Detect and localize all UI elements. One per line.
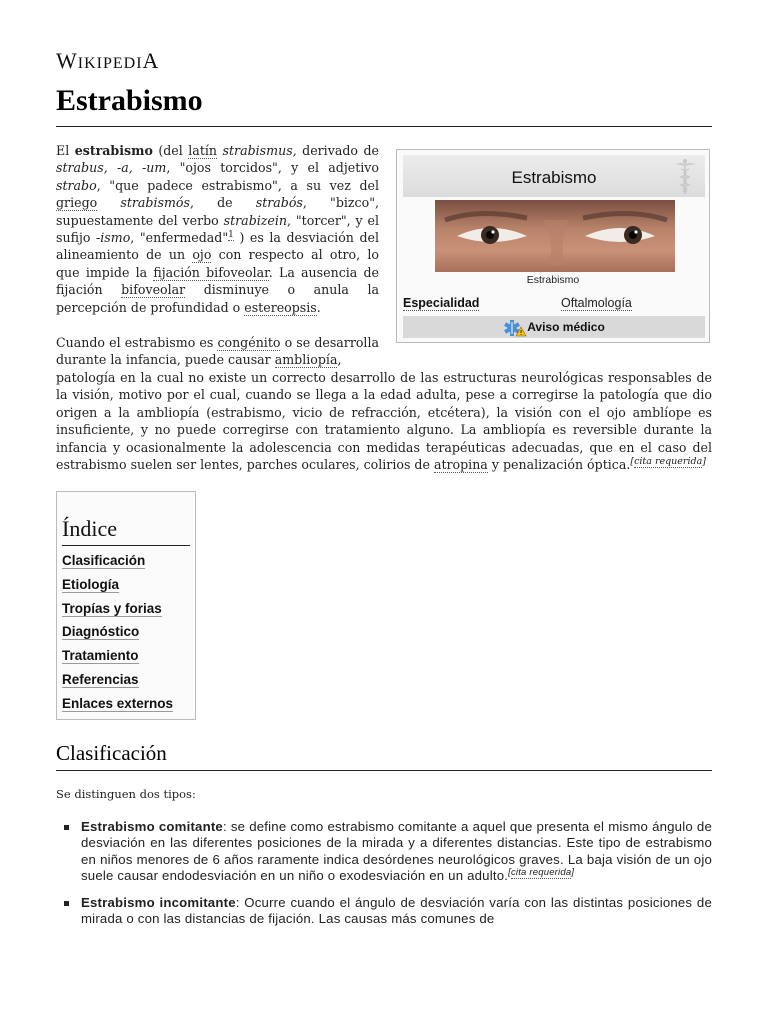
toc-item-diagnostico[interactable]: Diagnóstico [62,624,140,640]
link-latin[interactable]: latín [188,143,218,158]
toc-item-enlaces-externos[interactable]: Enlaces externos [62,695,174,711]
page-title: Estrabismo [56,84,203,117]
star-of-life-icon [503,319,527,337]
specialty-value[interactable]: Oftalmología [561,296,632,310]
infobox-header [403,155,705,197]
section-divider [56,770,712,771]
medical-notice-text: Aviso médico [527,320,605,335]
toc-item-clasificacion[interactable]: Clasificación [62,553,146,568]
caduceus-icon [671,157,699,195]
section-heading-clasificacion: Clasificación [56,741,167,765]
second-paragraph-start: Cuando el estrabismo es congénito o se desarrolla durante la infancia, puede causar ambliopía, [56,335,379,368]
lead-paragraph: El estrabismo (del latín strabismus, derivado de strabus, -a, -um, "ojos torcidos", y el adjetivo strabo, "que padece estrabismo", a su vez del griego strabismós, de strabós, "bizco", supuestamente del verbo strabizein, "torcer", y el sufijo -ismo, "enfermedad"$^1$ ) es la desviación del alineamiento de un ojo con respecto al otro, lo que impide la fijación bifoveolar. La ausencia de fijación bifoveolar disminuye o anula la percepción de profundidad o estereopsis. [56,143,379,315]
types-list [56,819,712,928]
wikipedia-logo[interactable]: WIKIPEDIA [56,48,160,73]
eyes-photo-drawing [435,200,675,272]
list-item: Estrabismo incomitante: Ocurre cuando el ángulo de desviación varía con las distintas posiciones de mirada o con las distancias de fijación. Las causas más comunes de [56,895,712,928]
link-estereopsis[interactable]: estereopsis [244,299,317,315]
link-ambliopia[interactable]: ambliopía [274,352,338,368]
toc-title: Índice [62,516,190,546]
reference-1[interactable]: 1 [228,229,234,240]
section-intro: Se distinguen dos tipos: [56,787,196,801]
link-congenito[interactable]: congénito [217,335,281,350]
toc-item-referencias[interactable]: Referencias [62,671,139,687]
table-of-contents [56,491,196,720]
infobox-title: Estrabismo [511,168,597,187]
title-divider [56,126,712,127]
medical-notice-bar[interactable] [403,316,705,338]
toc-list [62,552,173,719]
infobox [396,149,710,343]
toc-item-tropias-y-forias[interactable]: Tropías y forias [62,600,162,616]
link-ojo[interactable]: ojo [192,247,212,263]
specialty-label[interactable]: Especialidad [403,296,480,310]
citation-needed[interactable]: [cita requerida] [508,866,575,878]
link-griego[interactable]: griego [56,195,98,211]
eyes-photo[interactable] [435,200,675,272]
toc-item-etiologia[interactable]: Etiología [62,576,119,592]
image-caption: Estrabismo [526,274,580,286]
list-item: Estrabismo comitante: se define como estrabismo comitante a aquel que presenta el mismo ángulo de desviación en las diferentes posiciones de la mirada y a diferentes distancias. Este tipo de estrabismo en niños menores de 6 años raramente indica desórdenes neurológicos graves. La baja visión de un ojo suele causar endodesviación en un niño o exodesviación en un adulto.[cita requerida] [56,819,712,884]
toc-item-tratamiento[interactable]: Tratamiento [62,648,139,664]
citation-needed[interactable]: [cita requerida] [630,455,706,467]
link-atropina[interactable]: atropina [433,457,488,473]
link-fijacion-bifoveolar[interactable]: fijación bifoveolar [153,264,269,280]
second-paragraph-continued: patología en la cual no existe un correcto desarrollo de las estructuras neurológicas responsables de la visión, motivo por el cual, cuando se llega a la edad adulta, pese a corregirse la patología que dio origen a la ambliopía (estrabismo, vicio de refracción, etcétera), la visión con el ojo amblíope es insuficiente, y no puede corregirse con tratamiento alguno. La ambliopía es reversible durante la infancia y ocasionalmente la adolescencia con medidas terapéuticas adecuadas, que en el caso del estrabismo suelen ser lentes, parches oculares, colirios de atropina y penalización óptica.[cita requerida] [56,370,712,473]
link-bifoveolar[interactable]: bifoveolar [121,282,186,298]
